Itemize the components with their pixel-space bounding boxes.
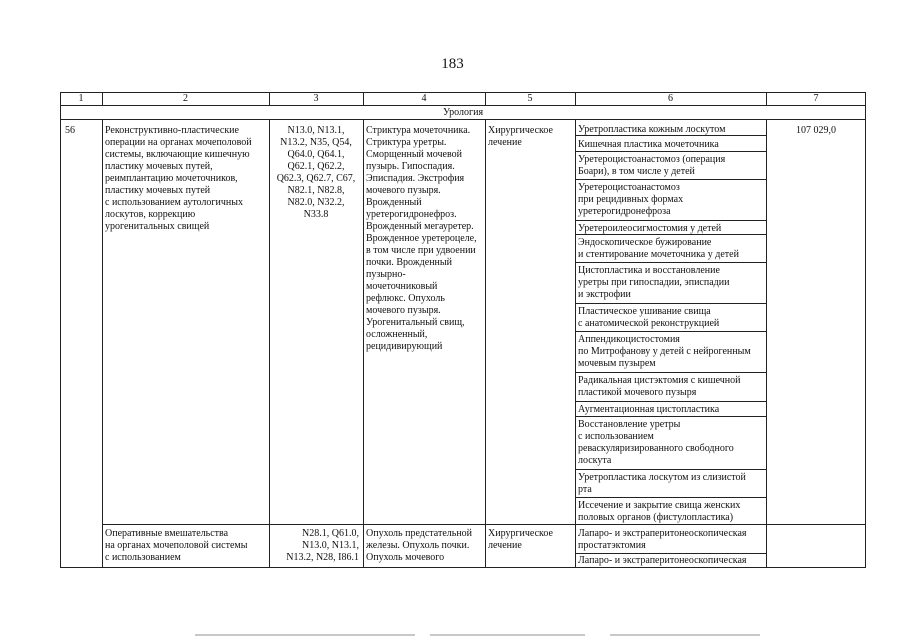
header-row-border [60, 105, 866, 106]
method-item: Аппендикоцистостомия по Митрофанову у детей с нейрогенным мочевым пузырем [578, 334, 751, 369]
method-item: Аугментационная цистопластика [578, 404, 720, 415]
column-header: 5 [527, 93, 533, 104]
column-divider [485, 119, 486, 568]
column-divider [363, 119, 364, 568]
method-item: Уретропластика кожным лоскутом [578, 124, 726, 135]
page-number: 183 [441, 56, 464, 72]
method-divider [575, 179, 767, 180]
treatment-type: Хирургическое лечение [488, 528, 553, 551]
table-left-border [60, 92, 61, 568]
method-divider [575, 151, 767, 152]
method-item: Уретропластика лоскутом из слизистой рта [578, 472, 746, 495]
method-item: Восстановление уретры с использованием реваскуляризированного свободного лоскута [578, 419, 734, 466]
scan-edge-line [430, 634, 585, 636]
column-header: 3 [313, 93, 319, 104]
method-divider [575, 303, 767, 304]
diagnosis-codes: N28.1, Q61.0, N13.0, N13.1, N13.2, N28, I86.1 [286, 528, 359, 563]
method-item: Иссечение и закрытие свища женских половых органов (фистулопластика) [578, 500, 741, 523]
treatment-type: Хирургическое лечение [488, 125, 553, 148]
method-divider [575, 331, 767, 332]
table-bottom-border [60, 567, 866, 568]
column-header: 7 [813, 93, 819, 104]
care-type-name: Реконструктивно-пластические операции на органах мочеполовой системы, включающие кишечную пластику мочевых путей, реимплантацию мочеточников, пластику мочевых путей с использованием аутологичных лоскутов, коррекцию урогенитальных свищей [105, 125, 252, 232]
column-header: 6 [668, 93, 673, 104]
method-item: Пластическое ушивание свища с анатомической реконструкцией [578, 306, 720, 329]
method-item: Уретероцистоанастомоз (операция Боари), в том числе у детей [578, 154, 726, 177]
patient-model: Стриктура мочеточника. Стриктура уретры. Сморщенный мочевой пузырь. Гипоспадия. Эписпадия. Экстрофия мочевого пузыря. Врожденный уретерогидронефроз. Врожденный мегауретер. Врожденное уретероцеле, в том числе при удвоении почки. Врожденный пузырно- мочеточниковый рефлюкс. Опухоль мочевого пузыря. Урогенитальный свищ, осложненный, рецидивирующий [366, 125, 477, 352]
column-divider [575, 119, 576, 568]
scan-edge-line [610, 634, 760, 636]
row-divider [102, 524, 866, 525]
diagnosis-codes: N13.0, N13.1, N13.2, N35, Q54, Q64.0, Q64.1, Q62.1, Q62.2, Q62.3, Q62.7, C67, N82.1, N82.8, N82.0, N32.2, N33.8 [276, 125, 356, 220]
column-divider [766, 119, 767, 568]
method-divider [575, 553, 767, 554]
method-divider [575, 372, 767, 373]
method-item: Радикальная цистэктомия с кишечной пластикой мочевого пузыря [578, 375, 741, 398]
section-row-border [60, 119, 866, 120]
method-item: Кишечная пластика мочеточника [578, 139, 719, 150]
method-divider [575, 469, 767, 470]
method-item: Цистопластика и восстановление уретры при гипоспадии, эписпадии и экстрофии [578, 265, 730, 300]
column-divider [102, 119, 103, 568]
method-divider [575, 220, 767, 221]
column-header: 1 [78, 93, 84, 104]
scan-edge-line [195, 634, 415, 636]
column-header: 2 [183, 93, 188, 104]
method-divider [575, 416, 767, 417]
column-header: 4 [421, 93, 427, 104]
method-divider [575, 401, 767, 402]
method-item: Уретероцистоанастомоз при рецидивных формах уретерогидронефроза [578, 182, 684, 217]
method-item: Лапаро- и экстраперитонеоскопическая [578, 555, 747, 566]
method-item: Эндоскопическое бужирование и стентирование мочеточника у детей [578, 237, 739, 260]
method-item: Лапаро- и экстраперитонеоскопическая простатэктомия [578, 528, 747, 551]
method-item: Уретероилеосигмостомия у детей [578, 223, 722, 234]
section-title: Урология [442, 107, 484, 118]
medical-care-table [60, 92, 866, 568]
patient-model: Опухоль предстательной железы. Опухоль почки. Опухоль мочевого [366, 528, 473, 563]
price-value: 107 029,0 [796, 125, 836, 136]
row-number: 56 [65, 125, 75, 136]
method-divider [575, 497, 767, 498]
method-divider [575, 262, 767, 263]
care-type-name: Оперативные вмешательства на органах мочеполовой системы с использованием [105, 528, 248, 563]
table-right-border [865, 92, 866, 568]
method-divider [575, 135, 767, 136]
method-divider [575, 234, 767, 235]
